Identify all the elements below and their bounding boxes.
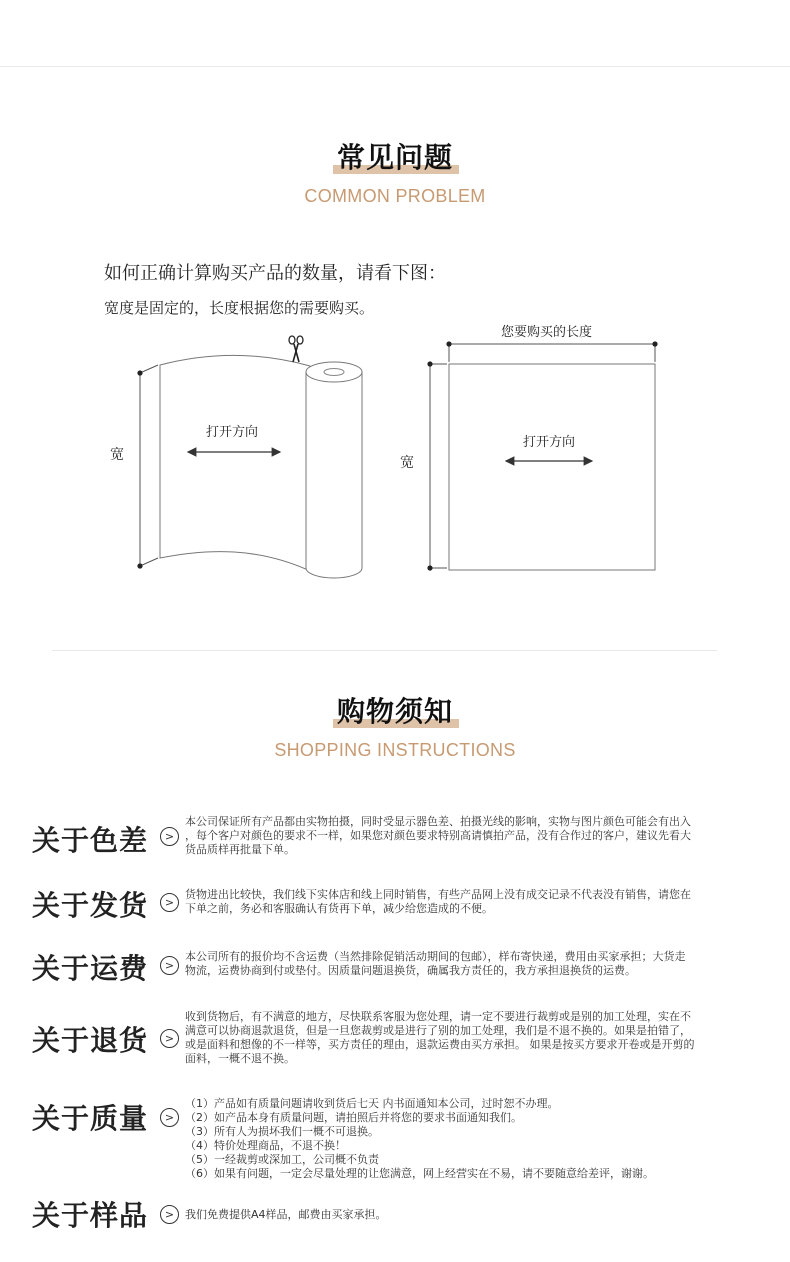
open-direction-label: 打开方向 <box>206 425 259 440</box>
fabric-roll-illustration <box>137 336 362 578</box>
chevron-right-icon: > <box>160 827 179 846</box>
width-leader-bottom <box>140 558 158 566</box>
flat-fabric-illustration <box>427 341 657 570</box>
width-leader-top <box>140 365 158 373</box>
width-label: 宽 <box>400 455 414 471</box>
notice-line: （4）特价处理商品，不退不换！ <box>185 1139 346 1152</box>
notice-line: 满意可以协商退款退货，但是一旦您裁剪或是进行了别的加工处理，我们是不退不换的。如果是拍错了， <box>185 1024 691 1037</box>
chevron-right-icon: > <box>160 893 179 912</box>
notice-title: 关于运费 <box>32 952 149 985</box>
notice-body <box>185 1010 745 1066</box>
fabric-roll-body <box>306 372 362 578</box>
notice-title: 关于发货 <box>32 889 149 922</box>
notice-title: 关于质量 <box>32 1102 149 1135</box>
dimension-dot <box>427 361 432 366</box>
notice-line: 下单之前，务必和客服确认有货再下单，减少给您造成的不便。 <box>185 902 493 915</box>
notice-line: 物流，运费协商到付或垫付。因质量问题退换货，确属我方责任的，我方承担退换货的运费。 <box>185 964 636 977</box>
chevron-right-icon: > <box>160 1029 179 1048</box>
notice-line: （6）如果有问题，一定会尽量处理的让您满意，网上经营实在不易，请不要随意给差评，谢谢。 <box>185 1167 654 1180</box>
notice-line: 本公司保证所有产品都由实物拍摄，同时受显示器色差、拍摄光线的影响，实物与图片颜色可能会有出入 <box>185 815 691 828</box>
fabric-roll-core <box>324 369 344 376</box>
notice-line: （2）如产品本身有质量问题，请拍照后并将您的要求书面通知我们。 <box>185 1111 522 1124</box>
faq-title: 常见问题 <box>336 141 453 174</box>
notice-title: 关于退货 <box>32 1024 149 1057</box>
faq-note: 宽度是固定的，长度根据您的需要购买。 <box>104 299 375 317</box>
dimension-dot <box>137 370 142 375</box>
dimension-dot <box>446 341 451 346</box>
notice-line: （3）所有人为损坏我们一概不可退换。 <box>185 1125 379 1138</box>
notice-line: 本公司所有的报价均不含运费（当然排除促销活动期间的包邮），样布寄快递，费用由买家承担；大货走 <box>185 950 686 963</box>
scissors-icon <box>289 336 303 362</box>
chevron-right-icon: > <box>160 1108 179 1127</box>
fabric-sheet <box>160 355 310 570</box>
notice-title: 关于样品 <box>32 1199 149 1232</box>
notice-line: 货品质样再批量下单。 <box>185 843 295 856</box>
shopping-subtitle: SHOPPING INSTRUCTIONS <box>274 740 516 760</box>
shopping-title: 购物须知 <box>336 695 453 728</box>
faq-subtitle: COMMON PROBLEM <box>304 186 486 206</box>
notice-body <box>185 950 745 978</box>
notice-body <box>185 888 745 916</box>
dimension-dot <box>427 565 432 570</box>
length-label: 您要购买的长度 <box>501 325 593 340</box>
faq-question: 如何正确计算购买产品的数量，请看下图： <box>104 263 446 284</box>
notice-title: 关于色差 <box>32 824 149 857</box>
notice-line: ，每个客户对颜色的要求不一样，如果您对颜色要求特别高请慎拍产品，没有合作过的客户，建议先看大 <box>185 829 691 842</box>
notice-body <box>185 1208 745 1222</box>
fabric-sheet <box>449 364 655 570</box>
notice-line: 或是面料和想像的不一样等，买方责任的理由，退款运费由买方承担。 如果是按买方要求开卷或是开剪的 <box>185 1038 695 1051</box>
chevron-right-icon: > <box>160 1205 179 1224</box>
notice-line: 货物进出比较快，我们线下实体店和线上同时销售，有些产品网上没有成交记录不代表没有销售，请您在 <box>185 888 691 901</box>
notice-body <box>185 815 745 857</box>
chevron-right-icon: > <box>160 956 179 975</box>
notice-line: 面料，一概不退不换。 <box>185 1052 295 1065</box>
notice-line: （1）产品如有质量问题请收到货后七天 内书面通知本公司，过时恕不办理。 <box>185 1097 559 1110</box>
shopping-title-block <box>0 690 790 730</box>
section-divider <box>52 650 717 651</box>
dimension-dot <box>652 341 657 346</box>
dimension-dot <box>137 563 142 568</box>
notice-line: 收到货物后，有不满意的地方，尽快联系客服为您处理，请一定不要进行裁剪或是别的加工处理，实在不 <box>185 1010 691 1023</box>
width-label: 宽 <box>110 447 124 463</box>
notice-line: 我们免费提供A4样品，邮费由买家承担。 <box>185 1208 387 1221</box>
notice-body <box>185 1097 745 1181</box>
open-direction-label: 打开方向 <box>523 435 576 450</box>
notice-line: （5）一经裁剪或深加工，公司概不负责 <box>185 1153 379 1166</box>
